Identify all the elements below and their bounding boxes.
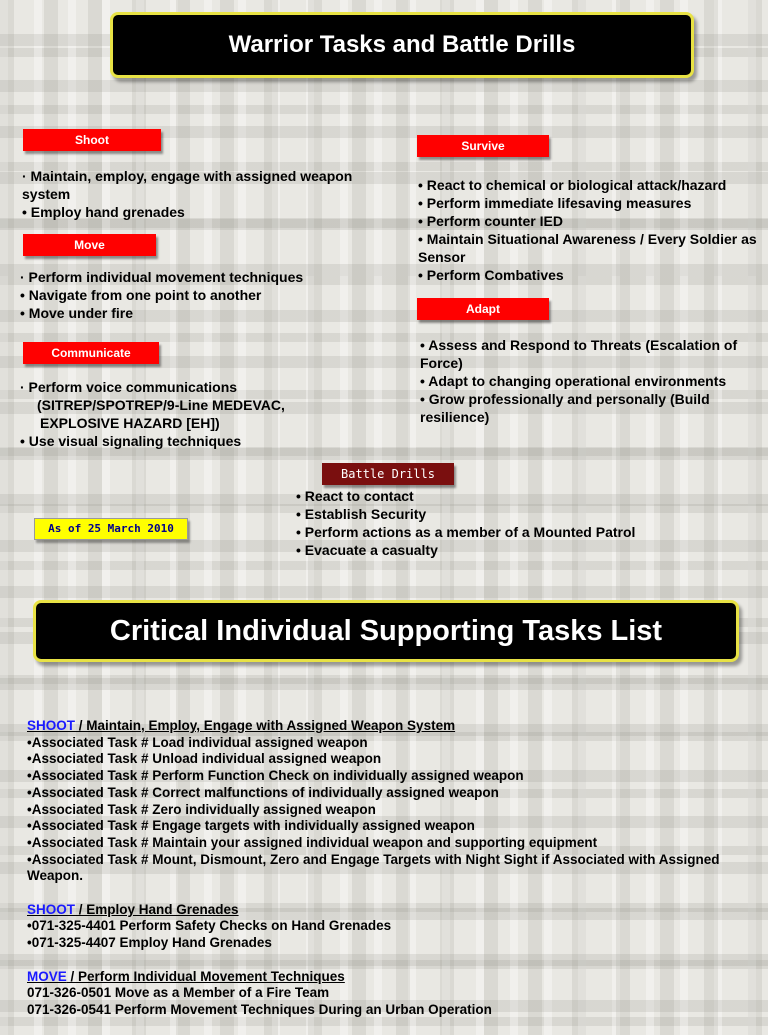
list-item: • Evacuate a casualty xyxy=(296,542,438,558)
list-item: • Employ hand grenades xyxy=(22,204,185,220)
move-task-list xyxy=(20,268,400,322)
task-line: •Associated Task # Unload individual assigned weapon xyxy=(27,751,382,767)
list-item: • Perform actions as a member of a Mounted Patrol xyxy=(296,524,636,540)
list-item: · Maintain, employ, engage with assigned weapon system xyxy=(22,168,353,202)
list-item: • React to contact xyxy=(296,488,414,504)
task-line: •071-325-4401 Perform Safety Checks on Hand Grenades xyxy=(27,918,392,934)
communicate-label: Communicate xyxy=(23,342,159,364)
section-keyword: MOVE xyxy=(27,968,67,984)
section-heading xyxy=(27,718,455,733)
task-line: 071-326-0541 Perform Movement Techniques During an Urban Operation xyxy=(27,1001,492,1017)
list-item: • Use visual signaling techniques xyxy=(20,433,242,449)
section-keyword: SHOOT xyxy=(27,901,76,917)
task-line: •Associated Task # Zero individually assigned weapon xyxy=(27,801,376,817)
task-list-content xyxy=(27,718,752,1035)
shoot-label: Shoot xyxy=(23,129,161,151)
adapt-label: Adapt xyxy=(417,298,549,320)
task-line: •Associated Task # Perform Function Check on individually assigned weapon xyxy=(27,768,524,784)
task-line: •071-325-4407 Employ Hand Grenades xyxy=(27,935,272,951)
list-item: • Navigate from one point to another xyxy=(20,287,262,303)
list-item: • Maintain Situational Awareness / Every Soldier as Sensor xyxy=(418,231,757,265)
survive-task-list xyxy=(418,176,763,284)
list-item-subtext: (SITREP/SPOTREP/9-Line MEDEVAC, xyxy=(37,397,285,413)
task-section-shoot-grenades xyxy=(27,902,752,952)
list-item: • Establish Security xyxy=(296,506,427,522)
task-line: •Associated Task # Maintain your assigned individual weapon and supporting equipment xyxy=(27,834,598,850)
communicate-task-list xyxy=(20,378,400,450)
list-item: • Grow professionally and personally (Build resilience) xyxy=(420,391,710,425)
list-item: • Move under fire xyxy=(20,305,134,321)
task-line: •Associated Task # Load individual assigned weapon xyxy=(27,734,368,750)
task-line: •Associated Task # Correct malfunctions of individually assigned weapon xyxy=(27,784,499,800)
battle-drills-label: Battle Drills xyxy=(322,463,454,485)
battle-drills-list xyxy=(296,487,716,559)
task-line: •Associated Task # Engage targets with individually assigned weapon xyxy=(27,818,475,834)
section-heading xyxy=(27,902,239,917)
list-item xyxy=(20,378,400,432)
list-item: • Perform immediate lifesaving measures xyxy=(418,195,692,211)
task-line: 071-326-0501 Move as a Member of a Fire Team xyxy=(27,985,330,1001)
section-heading xyxy=(27,969,345,984)
task-line: •Associated Task # Mount, Dismount, Zero and Engage Targets with Night Sight if Associated with Assigned Weapon. xyxy=(27,851,720,884)
list-item: • Perform Combatives xyxy=(418,267,564,283)
section-heading-text: / Employ Hand Grenades xyxy=(75,901,239,917)
section-heading-text: / Maintain, Employ, Engage with Assigned Weapon System xyxy=(75,718,456,733)
list-item-subtext: EXPLOSIVE HAZARD [EH]) xyxy=(40,415,220,431)
slide-title: Warrior Tasks and Battle Drills xyxy=(110,12,694,78)
shoot-task-list xyxy=(22,167,392,221)
list-item: • Perform counter IED xyxy=(418,213,563,229)
move-label: Move xyxy=(23,234,156,256)
slide-title: Critical Individual Supporting Tasks List xyxy=(33,600,739,662)
date-badge: As of 25 March 2010 xyxy=(34,518,188,540)
list-item: · Perform individual movement techniques xyxy=(20,269,304,285)
list-item: • React to chemical or biological attack/hazard xyxy=(418,177,727,193)
survive-label: Survive xyxy=(417,135,549,157)
section-heading-text: / Perform Individual Movement Techniques xyxy=(66,968,345,984)
adapt-task-list xyxy=(420,336,755,426)
list-item: • Assess and Respond to Threats (Escalation of Force) xyxy=(420,337,738,371)
task-section-move xyxy=(27,969,752,1019)
list-item: • Adapt to changing operational environments xyxy=(420,373,727,389)
section-keyword: SHOOT xyxy=(27,718,76,733)
slide-critical-tasks xyxy=(0,580,768,1024)
task-section-shoot-weapon xyxy=(27,718,752,885)
list-item-text: · Perform voice communications xyxy=(20,379,238,395)
